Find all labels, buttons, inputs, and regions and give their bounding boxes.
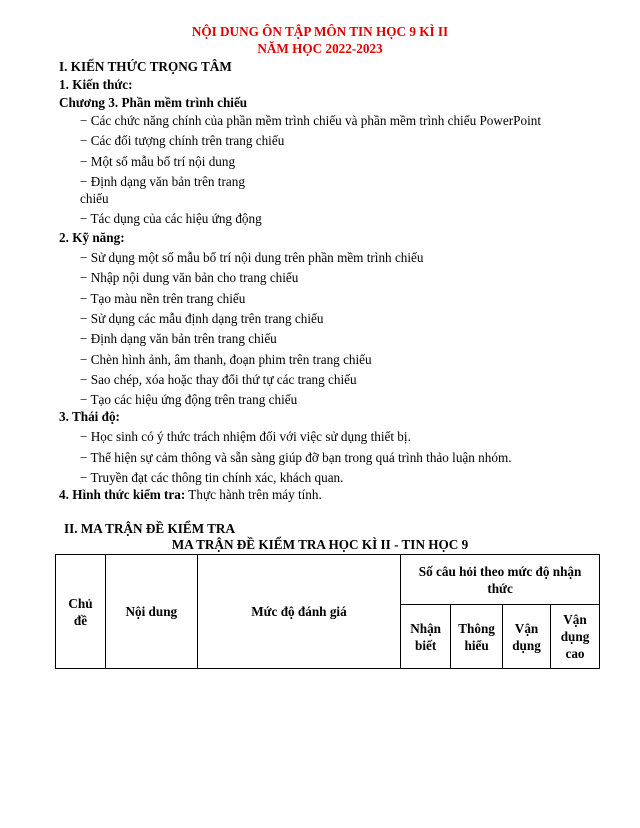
exam-matrix-table (55, 554, 600, 669)
knowledge-item: − Định dạng văn bản trên trang (80, 174, 245, 189)
skill-item: − Chèn hình ảnh, âm thanh, đoạn phim trên trang chiếu (80, 352, 372, 367)
attitude-item: − Học sinh có ý thức trách nhiệm đối với việc sử dụng thiết bị. (80, 429, 411, 444)
knowledge-item: − Tác dụng của các hiệu ứng động (80, 211, 262, 226)
school-year: NĂM HỌC 2022-2023 (257, 41, 383, 56)
skill-item: − Nhập nội dung văn bản cho trang chiếu (80, 270, 299, 285)
knowledge-item: − Các chức năng chính của phần mềm trình chiếu và phần mềm trình chiếu PowerPoint (80, 113, 542, 128)
knowledge-item: − Các đối tượng chính trên trang chiếu (80, 133, 285, 148)
exam-form (59, 486, 322, 504)
column-header-apply-high: Vận dụng cao (551, 605, 600, 669)
skill-item: − Sao chép, xóa hoặc thay đổi thứ tự các trang chiếu (80, 372, 357, 387)
table-title: MA TRẬN ĐỀ KIỂM TRA HỌC KÌ II - TIN HỌC 9 (171, 537, 469, 552)
column-header-recognize: Nhận biết (401, 605, 451, 669)
section2-heading: II. MA TRẬN ĐỀ KIỂM TRA (64, 521, 235, 536)
attitude-heading: 3. Thái độ: (59, 409, 120, 424)
knowledge-item-continuation: chiếu (80, 191, 109, 206)
skill-item: − Tạo màu nền trên trang chiếu (80, 291, 246, 306)
skill-item: − Tạo các hiệu ứng động trên trang chiếu (80, 392, 298, 407)
skill-item: − Sử dụng một số mẫu bố trí nội dung trên phần mềm trình chiếu (80, 250, 424, 265)
column-header-apply: Vận dụng (503, 605, 551, 669)
exam-form-label: 4. Hình thức kiểm tra: (59, 487, 186, 502)
document-title: NỘI DUNG ÔN TẬP MÔN TIN HỌC 9 KÌ II (191, 24, 449, 39)
knowledge-heading: 1. Kiến thức: (59, 77, 133, 92)
skill-item: − Sử dụng các mẫu định dạng trên trang chiếu (80, 311, 324, 326)
column-header-understand: Thông hiểu (451, 605, 503, 669)
exam-form-value: Thực hành trên máy tính. (185, 487, 322, 502)
column-header-level: Mức độ đánh giá (197, 555, 400, 669)
knowledge-item: − Một số mẫu bố trí nội dung (80, 154, 236, 169)
skills-heading: 2. Kỹ năng: (59, 230, 125, 245)
attitude-item: − Truyền đạt các thông tin chính xác, khách quan. (80, 470, 344, 485)
section1-heading: I. KIẾN THỨC TRỌNG TÂM (59, 59, 232, 74)
column-header-topic: Chủ đề (56, 555, 106, 669)
chapter-heading: Chương 3. Phần mềm trình chiếu (59, 95, 248, 110)
attitude-item: − Thể hiện sự cảm thông và sẵn sàng giúp đỡ bạn trong quá trình thảo luận nhóm. (80, 450, 512, 465)
skill-item: − Định dạng văn bản trên trang chiếu (80, 331, 277, 346)
column-header-content: Nội dung (105, 555, 197, 669)
column-header-questions: Số câu hỏi theo mức độ nhận thức (401, 555, 600, 605)
